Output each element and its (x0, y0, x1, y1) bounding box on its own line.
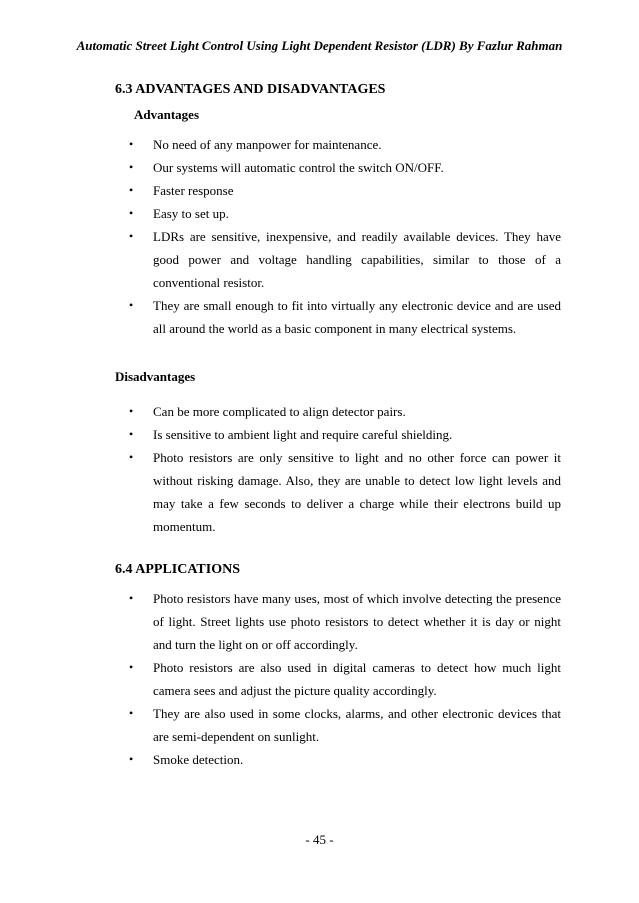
bullet-icon: • (129, 660, 134, 674)
subheading-disadvantages: Disadvantages (115, 369, 196, 384)
bullet-icon: • (129, 591, 134, 605)
list-item (115, 702, 561, 748)
bullet-icon: • (129, 160, 134, 174)
section-heading-applications: 6.4 APPLICATIONS (115, 562, 240, 577)
running-header: Automatic Street Light Control Using Light Dependent Resistor (LDR) By Fazlur Rahman (76, 38, 563, 53)
bullet-icon: • (129, 427, 134, 441)
page-number: - 45 - (305, 832, 334, 847)
list-item (115, 446, 561, 538)
subheading-advantages: Advantages (134, 107, 200, 122)
list-item (115, 179, 561, 202)
bullet-icon: • (129, 137, 134, 151)
list-item (115, 400, 561, 423)
list-item-text: Our systems will automatic control the switch ON/OFF. (153, 160, 444, 175)
advantages-list (115, 133, 561, 340)
list-item-text: They are small enough to fit into virtually any electronic device and are used all around the world as a basic component in many electrical systems. (153, 298, 561, 336)
bullet-icon: • (129, 229, 134, 243)
bullet-icon: • (129, 183, 134, 197)
bullet-icon: • (129, 206, 134, 220)
section-heading-advantages-disadvantages: 6.3 ADVANTAGES AND DISADVANTAGES (115, 82, 386, 97)
list-item-text: Photo resistors have many uses, most of which involve detecting the presence of light. Street lights use photo resistors to detect whether it is day or night and turn the light on or off accordingly. (153, 591, 561, 652)
list-item-text: Easy to set up. (153, 206, 229, 221)
list-item (115, 156, 561, 179)
list-item (115, 133, 561, 156)
list-item-text: Can be more complicated to align detector pairs. (153, 404, 406, 419)
bullet-icon: • (129, 298, 134, 312)
disadvantages-list (115, 400, 561, 538)
list-item (115, 294, 561, 340)
bullet-icon: • (129, 706, 134, 720)
list-item-text: Is sensitive to ambient light and require careful shielding. (153, 427, 453, 442)
list-item-text: Smoke detection. (153, 752, 244, 767)
list-item (115, 748, 561, 771)
bullet-icon: • (129, 752, 134, 766)
list-item-text: No need of any manpower for maintenance. (153, 137, 382, 152)
list-item-text: Photo resistors are also used in digital cameras to detect how much light camera sees and adjust the picture quality accordingly. (153, 660, 561, 698)
list-item (115, 587, 561, 656)
list-item-text: Faster response (153, 183, 234, 198)
bullet-icon: • (129, 450, 134, 464)
list-item-text: They are also used in some clocks, alarms, and other electronic devices that are semi-dependent on sunlight. (153, 706, 561, 744)
bullet-icon: • (129, 404, 134, 418)
list-item-text: LDRs are sensitive, inexpensive, and readily available devices. They have good power and voltage handling capabilities, similar to those of a conventional resistor. (153, 229, 561, 290)
list-item (115, 423, 561, 446)
applications-list (115, 587, 561, 771)
list-item (115, 202, 561, 225)
list-item-text: Photo resistors are only sensitive to light and no other force can power it without risking damage. Also, they are unable to detect low light levels and may take a few seconds to deliver a charge while their electrons build up momentum. (153, 450, 561, 534)
list-item (115, 225, 561, 294)
list-item (115, 656, 561, 702)
